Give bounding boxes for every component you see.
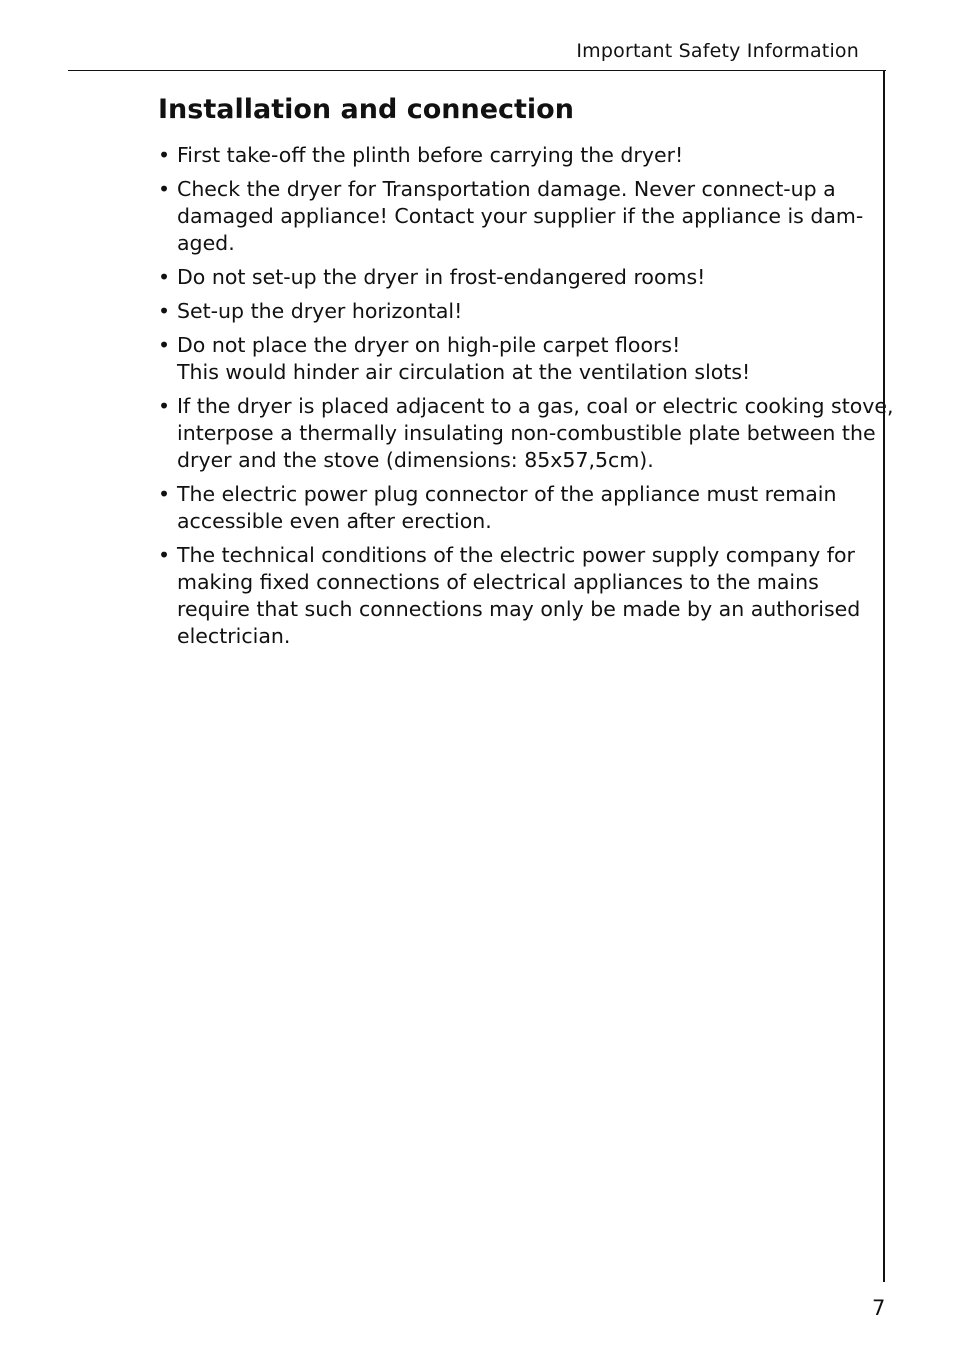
list-item-text-line: The technical conditions of the electric power supply company for: [177, 543, 855, 567]
bullet-icon: •: [158, 394, 171, 418]
bullet-icon: •: [158, 333, 171, 357]
list-item: [158, 542, 863, 650]
list-item: [158, 393, 894, 474]
list-item-text-line: Set-up the dryer horizontal!: [177, 299, 463, 323]
list-item: [158, 298, 863, 325]
list-item-text-line: Do not place the dryer on high-pile carpet floors!: [177, 333, 681, 357]
list-item-text-line: electrician.: [177, 624, 291, 648]
bullet-icon: •: [158, 143, 171, 167]
list-item-text-line: accessible even after erection.: [177, 509, 492, 533]
header-rule: [68, 70, 886, 71]
list-item-text-line: If the dryer is placed adjacent to a gas, coal or electric cooking stove,: [177, 394, 894, 418]
list-item-text-line: making fixed connections of electrical appliances to the mains: [177, 570, 819, 594]
list-item: [158, 264, 863, 291]
list-item-text-line: The electric power plug connector of the appliance must remain: [177, 482, 837, 506]
list-item: [158, 142, 863, 169]
running-header: Important Safety Information: [576, 40, 859, 62]
list-item: [158, 481, 863, 535]
list-item-text-line: interpose a thermally insulating non-combustible plate between the: [177, 421, 876, 445]
list-item-text-line: require that such connections may only be made by an authorised: [177, 597, 861, 621]
page-number: 7: [872, 1296, 886, 1320]
section-title: Installation and connection: [158, 94, 574, 125]
bullet-icon: •: [158, 177, 171, 201]
list-item-text-line: Do not set-up the dryer in frost-endangered rooms!: [177, 265, 706, 289]
list-item-text-line: Check the dryer for Transportation damage. Never connect-up a: [177, 177, 836, 201]
bullet-icon: •: [158, 543, 171, 567]
list-item-text-line: First take-off the plinth before carrying the dryer!: [177, 143, 684, 167]
list-item-text-line: damaged appliance! Contact your supplier if the appliance is dam-: [177, 204, 864, 228]
list-item-text-line: This would hinder air circulation at the ventilation slots!: [177, 360, 751, 384]
list-item-text-line: dryer and the stove (dimensions: 85x57,5cm).: [177, 448, 654, 472]
bullet-icon: •: [158, 265, 171, 289]
list-item: [158, 332, 863, 386]
bullet-icon: •: [158, 299, 171, 323]
bullet-list: [158, 142, 894, 657]
bullet-icon: •: [158, 482, 171, 506]
side-rule: [883, 70, 885, 1282]
list-item-text-line: aged.: [177, 231, 235, 255]
list-item: [158, 176, 863, 257]
